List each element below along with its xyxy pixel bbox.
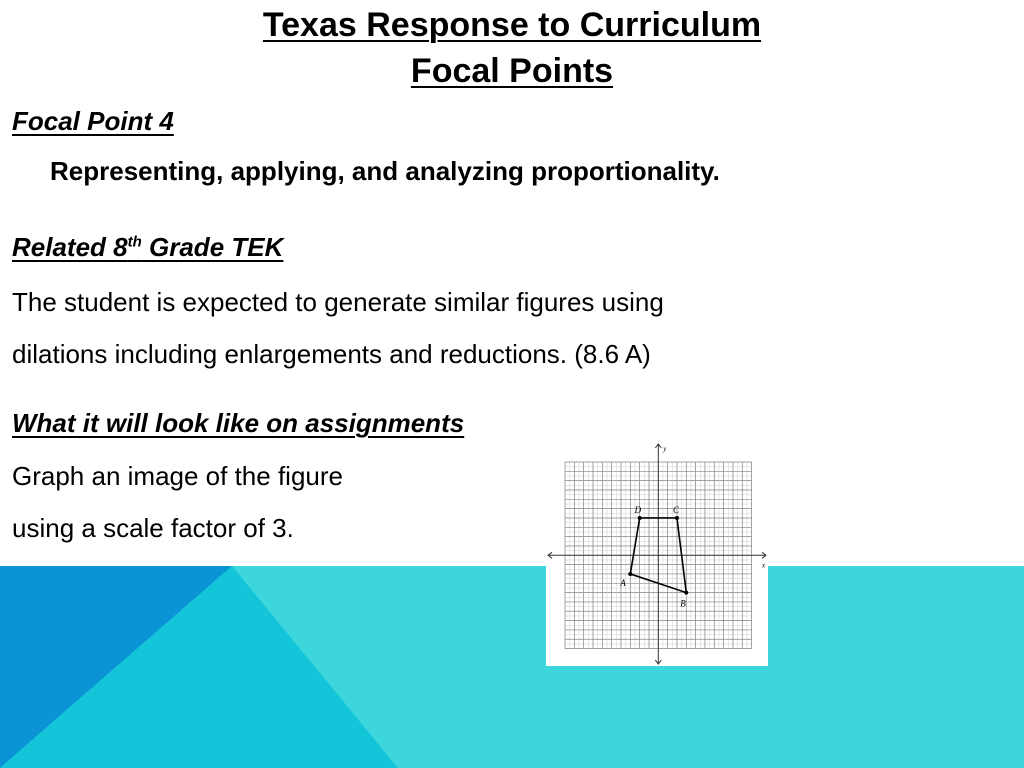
vertex-point-d <box>638 516 642 520</box>
tek-description <box>12 276 664 380</box>
vertex-point-b <box>684 591 688 595</box>
assignments-heading: What it will look like on assignments <box>12 408 465 438</box>
vertex-point-c <box>675 516 679 520</box>
title-line-1: Texas Response to Curriculum <box>262 6 762 44</box>
tek-heading-prefix: Related 8 <box>12 232 128 262</box>
vertex-label-a: A <box>620 577 626 588</box>
y-axis-label: y <box>663 445 667 453</box>
vertex-label-d: D <box>634 504 642 515</box>
graph-svg <box>546 442 768 666</box>
assignment-line-2: using a scale factor of 3. <box>12 513 294 543</box>
assignment-description <box>12 450 343 554</box>
focal-point-description: Representing, applying, and analyzing proportionality. <box>50 156 720 186</box>
slide-title <box>0 2 1024 94</box>
title-line-2: Focal Points <box>410 52 614 90</box>
tek-line-2: dilations including enlargements and reductions. (8.6 A) <box>12 339 651 369</box>
tek-heading-sup: th <box>127 233 142 251</box>
vertex-point-a <box>628 572 632 576</box>
tek-line-1: The student is expected to generate similar figures using <box>12 287 664 317</box>
tek-heading <box>12 232 283 263</box>
tek-heading-suffix: Grade TEK <box>141 232 284 262</box>
assignment-line-1: Graph an image of the figure <box>12 461 343 491</box>
coordinate-graph <box>546 442 768 666</box>
vertex-label-c: C <box>672 504 679 515</box>
x-axis-label: x <box>762 561 766 570</box>
vertex-label-b: B <box>680 598 686 609</box>
focal-point-heading: Focal Point 4 <box>12 106 174 136</box>
